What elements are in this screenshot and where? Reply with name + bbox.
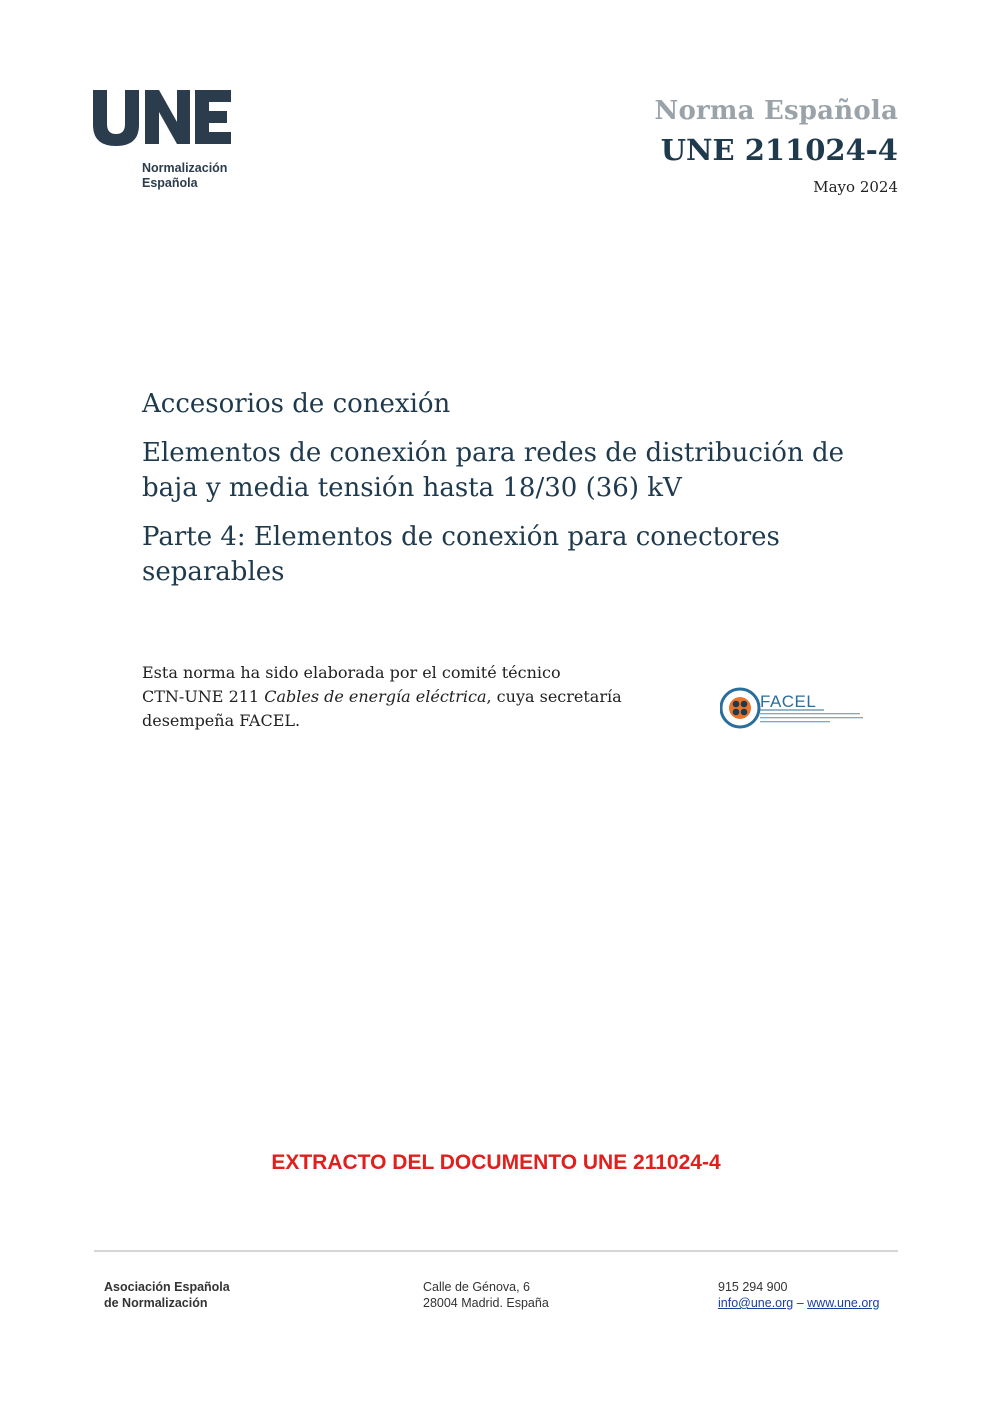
committee-code: CTN-UNE 211 <box>142 687 265 706</box>
footer-address <box>423 1279 549 1311</box>
committee-line2-rest: , cuya secretaría <box>486 687 622 706</box>
title-secondary: Elementos de conexión para redes de distribución de baja y media tensión hasta 18/30 (36) kV <box>142 438 844 503</box>
committee-statement <box>142 661 662 733</box>
title-part: Parte 4: Elementos de conexión para conectores separables <box>142 522 780 587</box>
footer-address-line1: Calle de Génova, 6 <box>423 1280 531 1294</box>
logo-subtitle <box>142 161 227 191</box>
facel-logo <box>720 686 865 730</box>
footer-org-line1: Asociación Española <box>104 1280 230 1294</box>
footer-contact <box>718 1279 879 1311</box>
footer-links <box>718 1295 879 1311</box>
committee-line3: desempeña FACEL. <box>142 711 301 730</box>
facel-logo-text: FACEL <box>760 692 817 711</box>
une-logo <box>93 90 233 146</box>
standard-kind: Norma Española <box>654 96 898 126</box>
footer-address-line2: 28004 Madrid. España <box>423 1296 549 1310</box>
footer-divider <box>94 1250 898 1252</box>
footer-link-separator: – <box>793 1296 808 1310</box>
standard-code: UNE 211024-4 <box>660 133 898 167</box>
footer-phone: 915 294 900 <box>718 1280 788 1294</box>
footer-org-line2: de Normalización <box>104 1296 208 1310</box>
email-link[interactable]: info@une.org <box>718 1296 794 1310</box>
committee-name: Cables de energía eléctrica <box>264 687 487 706</box>
committee-line2 <box>142 685 662 709</box>
logo-subtitle-line2: Española <box>142 176 198 190</box>
title-primary: Accesorios de conexión <box>142 389 451 419</box>
committee-line1: Esta norma ha sido elaborada por el comité técnico <box>142 663 561 682</box>
publication-date: Mayo 2024 <box>813 178 898 196</box>
website-link[interactable]: www.une.org <box>807 1296 880 1310</box>
footer-organization <box>104 1279 230 1311</box>
extract-notice: EXTRACTO DEL DOCUMENTO UNE 211024-4 <box>271 1151 721 1174</box>
logo-subtitle-line1: Normalización <box>142 161 228 175</box>
